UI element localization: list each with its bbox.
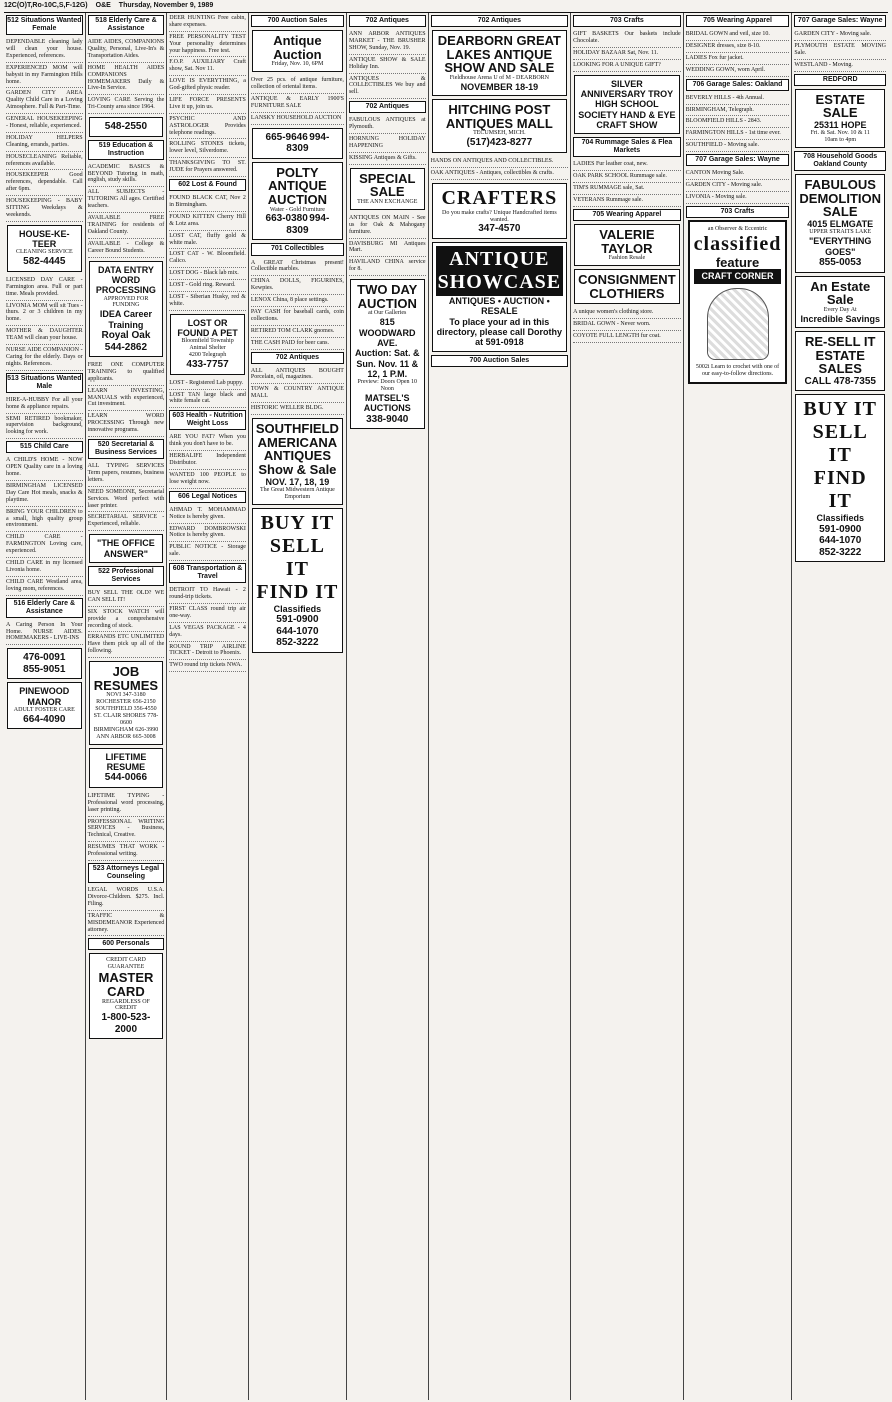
- classified-ad: LIVONIA - Moving sale.: [686, 192, 790, 204]
- ad-phone: 476-0091: [23, 652, 66, 664]
- ad-date: Auction: Sat. & Sun. Nov. 11 & 12, 1 P.M.: [355, 348, 420, 379]
- classified-ad: GIFT BASKETS Our baskets include Chocolate.: [573, 29, 681, 48]
- ad-subtitle: Fieldhouse Arena U of M - DEARBORN: [449, 74, 550, 81]
- classified-ad: ALL SUBJECTS - TUTORING All ages. Certified teachers.: [88, 187, 165, 213]
- classified-ad: ANN ARBOR ANTIQUES MARKET - THE BRUSHER SHOW, Sunday, Nov. 19.: [349, 29, 426, 55]
- classified-ad: DETROIT TO Hawaii - 2 round-trip tickets.: [169, 585, 246, 604]
- display-ad: [432, 99, 568, 153]
- ad-line: SOUTHFIELD 356-4550: [95, 706, 157, 713]
- classified-ad: ROLLING STONES tickets, lower level, Silverdome.: [169, 139, 246, 158]
- section-heading: 602 Lost & Found: [169, 179, 246, 191]
- ad-subtitle: Water - Gold Furniture: [269, 206, 325, 213]
- classified-ad: HOME HEALTH AIDES COMPANIONS HOMEMAKERS Daily & Live-In Service.: [88, 63, 165, 96]
- column-5: [347, 13, 429, 1400]
- section-heading: 704 Rummage Sales & Flea Markets: [573, 137, 681, 157]
- classified-ad: CHILD CARE Westland area, loving mom, references.: [6, 577, 83, 596]
- section-heading: 707 Garage Sales: Wayne: [794, 15, 886, 27]
- classified-ad: COYOTE FULL LENGTH fur coat.: [573, 331, 681, 343]
- ad-subtitle: APPROVED FOR FUNDING: [103, 295, 149, 309]
- display-ad: [170, 314, 245, 375]
- classified-ad: WANTED 100 PEOPLE to lose weight now.: [169, 470, 246, 489]
- ad-phone: 338-9040: [366, 413, 409, 425]
- ad-title: ANTIQUE SHOWCASE: [436, 246, 564, 296]
- ad-line: FIND IT: [813, 467, 867, 513]
- classified-ad: ACADEMIC BASICS & BEYOND Tutoring in math, english, study skills.: [88, 162, 165, 188]
- classified-ad: CHILD CARE in my licensed Livonia home.: [6, 558, 83, 577]
- classified-ad: A GREAT Christmas present! Collectible marbles.: [251, 258, 344, 277]
- ad-subtitle: Every Day At: [823, 306, 857, 313]
- classified-ad: Over 25 pcs. of antique furniture, collection of oriental items.: [251, 75, 344, 94]
- classified-ad: SIX STOCK WATCH will provide a comprehensive recording of stock.: [88, 607, 165, 633]
- ad-subtitle: ADULT FOSTER CARE: [13, 706, 75, 713]
- ad-subtitle: Classifieds: [816, 513, 864, 524]
- ad-time: 10am to 4pm: [824, 137, 857, 144]
- display-ad: [432, 242, 568, 352]
- display-ad: [89, 661, 164, 745]
- ad-footer: "EVERYTHING GOES": [808, 236, 872, 257]
- classified-ad: GENERAL HOUSEKEEPING - Honest, reliable, experienced.: [6, 114, 83, 133]
- section-heading: REDFORD: [794, 74, 886, 86]
- classified-ad: NEED SOMEONE, Secretarial Services. Word perfect with laser printer.: [88, 487, 165, 513]
- ad-subtitle: Incredible Savings: [800, 313, 880, 324]
- column-9: [792, 13, 888, 1400]
- classified-ad: LANSKY HOUSEHOLD AUCTION: [251, 113, 344, 125]
- column-4: [249, 13, 347, 1400]
- classified-ad: AIDE AIDES, COMPANIONS Quality, Personal, Live-In's & Transportation Aides.: [88, 37, 165, 63]
- ad-phone: 994-8309: [286, 213, 330, 236]
- display-ad: [432, 30, 568, 96]
- ad-title: HOUSE-KE-TEER: [19, 228, 70, 250]
- ad-phone: 591-0900: [819, 523, 862, 535]
- ad-title: SPECIAL SALE: [359, 170, 416, 200]
- section-heading: 703 Crafts: [573, 15, 681, 27]
- section-heading: 513 Situations Wanted Male: [6, 373, 83, 393]
- ad-date: Fri. & Sat. Nov. 10 & 11: [810, 130, 870, 137]
- ad-title: CRAFTERS: [441, 186, 558, 209]
- masthead-section: O&E: [95, 2, 111, 9]
- ad-phone: 582-4445: [23, 256, 66, 268]
- ad-phone: 433-7757: [186, 359, 229, 371]
- classified-ad: LEARN INVESTING, MANUALS with experienced, Cut investment.: [88, 386, 165, 412]
- section-heading: 523 Attorneys Legal Counseling: [88, 863, 165, 883]
- display-ad: [7, 682, 82, 729]
- section-heading: 708 Household Goods Oakland County: [794, 151, 886, 171]
- ad-title: LOST OR FOUND A PET: [177, 317, 238, 339]
- masthead-date: Thursday, November 9, 1989: [118, 2, 214, 9]
- ad-title: FABULOUS DEMOLITION SALE: [799, 177, 882, 220]
- ad-phone: 852-3222: [819, 546, 862, 558]
- display-ad: [574, 224, 680, 266]
- classified-ad: BLOOMFIELD HILLS - 2843.: [686, 116, 790, 128]
- classified-ad: ROUND TRIP AIRLINE TICKET - Detroit to Phoenix.: [169, 642, 246, 661]
- display-ad: [432, 183, 568, 239]
- classified-ad: LENOX China, 8 place settings.: [251, 295, 344, 307]
- ad-subtitle: feature: [715, 254, 760, 270]
- classified-ad: CHINA DOLLS, FIGURINES, Kewpies.: [251, 276, 344, 295]
- column-1: [4, 13, 86, 1400]
- classified-ad: CANTON Moving Sale.: [686, 168, 790, 180]
- ad-title: RE-SELL IT ESTATE SALES: [804, 334, 876, 377]
- ad-subtitle: UPPER STRAITS LAKE: [809, 229, 872, 236]
- ad-phone: 663-0380: [265, 213, 308, 225]
- ad-phone: 1-800-523-2000: [101, 1012, 151, 1035]
- ad-title: SILVER ANNIVERSARY TROY HIGH SCHOOL SOCIETY HAND & EYE CRAFT SHOW: [578, 78, 676, 130]
- ad-subtitle: THE ANN EXCHANGE: [357, 198, 418, 205]
- section-heading: 515 Child Care: [6, 441, 83, 453]
- classified-ad: KISSING Antiques & Gifts.: [349, 153, 426, 165]
- classified-ad: GARDEN CITY AREA Quality Child Care in a Loving Atmosphere. Full & Part-Time.: [6, 88, 83, 114]
- ad-subtitle: Friday, Nov. 10, 6PM: [271, 61, 324, 68]
- classified-ad: THE CASH PAID for beer cans.: [251, 338, 344, 350]
- classified-ad: HORNUNG HOLIDAY HAPPENING: [349, 134, 426, 153]
- classified-ad: ANTIQUES & COLLECTIBLES We buy and sell.: [349, 74, 426, 100]
- classified-ad: AHMAD T. MOHAMMAD Notice is hereby given.: [169, 505, 246, 524]
- section-heading: 519 Education & Instruction: [88, 140, 165, 160]
- classified-ad: DESIGNER dresses, size 8-10.: [686, 41, 790, 53]
- column-3: [167, 13, 249, 1400]
- classified-ad: NURSE AIDE COMPANION - Caring for the elderly. Days or nights. References.: [6, 345, 83, 371]
- display-ad: [89, 117, 164, 137]
- ad-title: JOB RESUMES: [93, 664, 159, 693]
- ad-line: BUY IT: [260, 511, 335, 534]
- ad-title: CONSIGNMENT CLOTHIERS: [578, 272, 676, 301]
- display-ad: [252, 508, 343, 653]
- classified-ad: LEARN WORD PROCESSING Through new innovative programs.: [88, 411, 165, 437]
- ad-phone: (517)423-8277: [466, 137, 533, 149]
- section-heading: 703 Crafts: [686, 206, 790, 218]
- ad-line: NOVI 347-3180: [106, 692, 146, 699]
- classified-ad: HISTORIC WELLER BLDG.: [251, 403, 344, 415]
- ad-title: classified: [693, 232, 782, 255]
- ad-title: ESTATE SALE: [815, 91, 865, 121]
- classified-ad: AVAILABLE FREE TRAINING for residents of Oakland County.: [88, 213, 165, 239]
- section-heading: 522 Professional Services: [88, 566, 165, 586]
- classified-ad: RETIRED TOM CLARK gnomes.: [251, 326, 344, 338]
- classified-ad: WESTLAND - Moving.: [794, 60, 886, 72]
- ad-subtitle: REGARDLESS OF CREDIT: [102, 998, 150, 1012]
- classified-ad: HANDS ON ANTIQUES AND COLLECTIBLES.: [431, 156, 569, 168]
- display-ad: [89, 953, 164, 1039]
- section-heading: 702 Antiques: [251, 352, 344, 364]
- classified-ad: GARDEN CITY - Moving sale.: [686, 180, 790, 192]
- classified-ad: PROFESSIONAL WRITING SERVICES - Business, Technical, Creative.: [88, 817, 165, 843]
- column-7: [571, 13, 684, 1400]
- ad-subtitle: CLEANING SERVICE: [15, 249, 73, 256]
- display-ad: [89, 748, 164, 788]
- classified-ad: LICENSED DAY CARE - Farmington area. Full or part time. Meals provided.: [6, 275, 83, 301]
- classified-ad: PAY CASH for baseball cards, coin collections.: [251, 307, 344, 326]
- ad-title: MASTER CARD: [98, 970, 154, 999]
- display-ad: [574, 75, 680, 135]
- ad-subtitle: Classifieds: [273, 603, 322, 614]
- classified-ad: ARE YOU FAT? When you think you don't have to be.: [169, 432, 246, 451]
- display-ad: [7, 225, 82, 272]
- display-ad: [252, 418, 343, 505]
- classified-ad: PLYMOUTH ESTATE MOVING Sale.: [794, 41, 886, 60]
- columns: [4, 13, 888, 1400]
- classified-ad: LOVING CARE Serving the Tri-County area since 1964.: [88, 95, 165, 114]
- display-ad: [7, 648, 82, 679]
- classified-ad: LADIES Fur leather coat, new.: [573, 159, 681, 171]
- ad-line: ST. CLAIR SHORES 778-0600: [93, 713, 159, 726]
- classified-ad: ALL ANTIQUES BOUGHT Porcelain, oil, magazines.: [251, 366, 344, 385]
- classified-ad: F.O.P. AUXILIARY Craft show, Sat. Nov 11.: [169, 57, 246, 76]
- classified-ad: A unique women's clothing store.: [573, 307, 681, 319]
- display-ad: [252, 30, 343, 72]
- classified-ad: MOTHER & DAUGHTER TEAM will clean your house.: [6, 326, 83, 345]
- ad-phone: 855-9051: [23, 663, 66, 675]
- ad-phone: 347-4570: [478, 223, 521, 235]
- classified-ad: THANKSGIVING TO ST. JUDE for Prayers answered.: [169, 158, 246, 177]
- classified-ad: TRAFFIC & MISDEMEANOR Experienced attorney.: [88, 911, 165, 937]
- display-ad: [252, 162, 343, 241]
- classified-ad: FARMINGTON HILLS - 1st time ever.: [686, 128, 790, 140]
- ad-title: POLTY ANTIQUE AUCTION: [267, 164, 328, 207]
- classified-ad: BIRMINGHAM, Telegraph.: [686, 105, 790, 117]
- ad-title: DATA ENTRY WORD PROCESSING: [95, 264, 156, 296]
- ad-tag: CRAFT CORNER: [694, 269, 782, 283]
- ad-title: Antique Auction: [273, 33, 322, 62]
- ad-title: LIFETIME RESUME: [105, 751, 147, 772]
- column-2: [86, 13, 168, 1400]
- section-heading: 705 Wearing Apparel: [686, 15, 790, 27]
- classified-ad: HOUSEKEEPER Good references, dependable. Call after 6pm.: [6, 170, 83, 196]
- section-heading: 606 Legal Notices: [169, 491, 246, 503]
- section-heading: 603 Health - Nutrition Weight Loss: [169, 410, 246, 430]
- section-heading: 516 Elderly Care & Assistance: [6, 598, 83, 618]
- ad-subtitle: Do you make crafts? Unique Handcrafted items wanted.: [442, 209, 557, 223]
- classified-ad: DEPENDABLE cleaning lady will clean your house. Experienced, references.: [6, 37, 83, 63]
- ad-phone: CALL 478-7355: [804, 375, 876, 387]
- display-ad: [350, 279, 425, 429]
- ad-title: IDEA Career Training: [99, 309, 153, 330]
- section-heading: 706 Garage Sales: Oakland: [686, 79, 790, 91]
- ad-line: SELL IT: [812, 421, 868, 467]
- display-ad: [795, 276, 885, 329]
- classified-ad: LOST CAT - W. Bloomfield. Calico.: [169, 249, 246, 268]
- classified-ad: LIVONIA MOM will sit Tues - thurs. 2 or 3 children in my home.: [6, 301, 83, 327]
- classified-ad: LIFE FORCE PRESENTS Live it up, join us.: [169, 95, 246, 114]
- classified-ad: HOLIDAY HELPERS Cleaning, errands, parties.: [6, 133, 83, 152]
- classified-feature-ad: [688, 220, 788, 384]
- classified-ad: FOUND KITTEN Cherry Hill & Lotz area.: [169, 212, 246, 231]
- ad-date: NOV. 17, 18, 19: [265, 476, 330, 487]
- ad-title: MATSEL'S AUCTIONS: [363, 393, 411, 414]
- classified-ad: OAK PARK SCHOOL Rummage sale.: [573, 171, 681, 183]
- ad-title: VALERIE TAYLOR: [599, 227, 655, 256]
- section-heading: 702 Antiques: [349, 15, 426, 27]
- classified-ad: HOUSEKEEPING - BABY SITTING Weekdays & weekends.: [6, 196, 83, 222]
- classified-ad: LIFETIME TYPING - Professional word processing, laser printing.: [88, 791, 165, 817]
- classified-ad: TIM'S RUMMAGE sale, Sat.: [573, 183, 681, 195]
- ad-subtitle: an Observer & Eccentric: [707, 225, 768, 232]
- ad-phone: 855-0053: [819, 257, 862, 268]
- section-heading: 518 Elderly Care & Assistance: [88, 15, 165, 35]
- classified-ad: HAVILAND CHINA service for 8.: [349, 257, 426, 276]
- ad-phone: 591-0900: [276, 614, 319, 626]
- ad-line: SELL IT: [269, 534, 325, 580]
- section-heading: 608 Transportation & Travel: [169, 563, 246, 583]
- section-heading: 702 Antiques: [431, 15, 569, 27]
- classified-ad: TOWN & COUNTRY ANTIQUE MALL: [251, 384, 344, 403]
- column-6: [429, 13, 572, 1400]
- classified-ad: DEER HUNTING Free cabin, share expenses.: [169, 13, 246, 32]
- classified-ad: LOOKING FOR A UNIQUE GIFT?: [573, 60, 681, 72]
- section-heading: 512 Situations Wanted Female: [6, 15, 83, 35]
- display-ad: [252, 128, 343, 159]
- masthead-code: 12C(O)T,Ro-10C,S,F-12G): [4, 2, 88, 9]
- ad-subtitle: CREDIT CARD GUARANTEE: [106, 957, 146, 971]
- doll-illustration-icon: [707, 288, 769, 360]
- classified-ad: EXPERIENCED MOM will babysit in my Farmington Hills home.: [6, 63, 83, 89]
- classified-ad: CHILD CARE - FARMINGTON Loving care, experienced.: [6, 532, 83, 558]
- ad-title: SOUTHFIELD AMERICANA ANTIQUES Show & Sale: [255, 421, 339, 477]
- classified-ad: ANTIQUE & EARLY 1900'S FURNITURE SALE: [251, 94, 344, 113]
- classified-ad: LEGAL WORDS U.S.A. Divorce-Children. $275. Incl. Filing.: [88, 885, 165, 911]
- classified-ad: DAVISBURG MI Antiques Mart.: [349, 239, 426, 258]
- classified-ad: HIRE-A-HUBBY For all your home & appliance repairs.: [6, 395, 83, 414]
- classified-ad: FOUND BLACK CAT, Nov 2 in Birmingham.: [169, 193, 246, 212]
- classified-ad: LADIES Fox fur jacket.: [686, 53, 790, 65]
- classified-ad: WEDDING GOWN, worn April.: [686, 65, 790, 77]
- display-ad: [795, 331, 885, 391]
- classified-ad: GARDEN CITY - Moving sale.: [794, 29, 886, 41]
- ad-title: "THE OFFICE ANSWER": [97, 538, 155, 559]
- ad-address: 4015 ELMGATE: [807, 219, 874, 230]
- ad-title: DEARBORN GREAT LAKES ANTIQUE SHOW AND SALE: [437, 33, 561, 76]
- display-ad: [795, 394, 885, 562]
- display-ad: [795, 89, 885, 148]
- classified-ad: LOST - Registered Lab puppy.: [169, 378, 246, 390]
- classified-ad: TWO round trip tickets NWA.: [169, 660, 246, 672]
- ad-line: BIRMINGHAM 626-3990: [93, 726, 159, 733]
- classified-ad: PUBLIC NOTICE - Storage sale.: [169, 542, 246, 561]
- section-heading: 702 Antiques: [349, 101, 426, 113]
- classified-ad: LOST CAT, fluffy gold & white male.: [169, 231, 246, 250]
- ad-phone: 665-9646: [265, 131, 308, 143]
- classified-ad: A CHILD'S HOME - NOW OPEN Quality care in a loving home.: [6, 455, 83, 481]
- classified-ad: SEMI RETIRED bookmaker, supervision background, looking for work.: [6, 414, 83, 440]
- classified-ad: ALL TYPING SERVICES Term papers, resumes, business letters.: [88, 461, 165, 487]
- ad-date: NOVEMBER 18-19: [460, 81, 539, 92]
- classified-ad: SOUTHFIELD - Moving sale.: [686, 140, 790, 152]
- ad-subtitle: Bloomfield Township Animal Shelter: [181, 338, 234, 352]
- ad-footer: 5002i Learn to crochet with one of our easy-to-follow directions.: [695, 363, 780, 377]
- classified-ad: BRIDAL GOWN and veil, size 10.: [686, 29, 790, 41]
- classified-ad: BEVERLY HILLS - 4th Annual.: [686, 93, 790, 105]
- section-heading: 707 Garage Sales: Wayne: [686, 154, 790, 166]
- ad-line: ANN ARBOR 665-3008: [96, 733, 156, 740]
- classified-ad: ERRANDS ETC UNLIMITED Have them pick up all of the following.: [88, 632, 165, 658]
- ad-address: 4200 Telegraph: [188, 352, 227, 359]
- display-ad: [89, 534, 164, 563]
- ad-line: BUY IT: [803, 398, 878, 421]
- classified-ad: FABULOUS ANTIQUES at Plymouth.: [349, 115, 426, 134]
- ad-title: An Estate Sale: [810, 278, 871, 308]
- classified-ad: LOST TAN large black and white female cat.: [169, 390, 246, 409]
- classified-ad: FREE PERSONALITY TEST Your personality determines your happiness. Free test.: [169, 32, 246, 58]
- ad-title: HITCHING POST ANTIQUES MALL: [445, 102, 553, 131]
- ad-address: 25311 HOPE: [813, 119, 867, 130]
- section-heading: 520 Secretarial & Business Services: [88, 439, 165, 459]
- ad-phone: 644-1070: [819, 535, 862, 547]
- ad-phone: 664-4090: [23, 713, 66, 725]
- classified-ad: HOUSECLEANING Reliable, references available.: [6, 152, 83, 171]
- classified-ad: ANTIQUE SHOW & SALE Holiday Inn.: [349, 55, 426, 74]
- ad-subtitle: Preview: Doors Open 10 Noon: [357, 379, 417, 393]
- classified-ad: EDWARD DOMBROWSKI Notice is hereby given.: [169, 524, 246, 543]
- classified-ad: BUY SELL THE OLD? WE CAN SELL IT!: [88, 588, 165, 607]
- classified-ad: LOST - Gold ring. Reward.: [169, 280, 246, 292]
- section-heading: 700 Auction Sales: [251, 15, 344, 27]
- column-8: [684, 13, 793, 1400]
- ad-title: PINEWOOD MANOR: [19, 686, 70, 707]
- ad-subtitle: TECUMSEH, MICH.: [473, 130, 526, 137]
- ad-phone: 548-2550: [104, 121, 148, 133]
- section-heading: 705 Wearing Apparel: [573, 209, 681, 221]
- classified-ad: HOLIDAY BAZAAR Sat, Nov. 11.: [573, 48, 681, 60]
- ad-footer: To place your ad in this directory, please call Dorothy at 591-0918: [436, 316, 563, 348]
- classified-ad: BRIDAL GOWN - Never worn.: [573, 319, 681, 331]
- ad-line: ROCHESTER 656-2150: [96, 699, 156, 706]
- masthead: [4, 2, 888, 13]
- classified-ad: A Caring Person In Your Home. NURSE AIDES. HOMEMAKERS - LIVE-INS: [6, 620, 83, 646]
- classified-ad: AVAILABLE - College & Career Bound Students.: [88, 239, 165, 258]
- section-heading: 701 Collectibles: [251, 243, 344, 255]
- display-ad: [89, 261, 164, 358]
- ad-subtitle: The Great Midwestern Antique Emporium: [260, 486, 335, 500]
- ad-phone: 544-0066: [104, 772, 148, 784]
- ad-phone: 644-1070: [276, 625, 319, 637]
- classified-ad: LOST - Siberian Husky, red & white.: [169, 292, 246, 311]
- ad-subtitle: Fashion Resale: [608, 255, 646, 262]
- ad-phone: 852-3222: [276, 637, 319, 649]
- display-ad: [574, 269, 680, 304]
- classified-ad: OAK ANTIQUES - Antiques, collectibles & crafts.: [431, 168, 569, 180]
- classified-ad: LOST DOG - Black lab mix.: [169, 268, 246, 280]
- classified-ad: RESUMES THAT WORK - Professional writing.: [88, 842, 165, 861]
- display-ad: [350, 168, 425, 210]
- ad-phone: Royal Oak 544-2862: [101, 330, 151, 353]
- classified-ad: BIRMINGHAM LICENSED Day Care Hot meals, snacks & playtime.: [6, 481, 83, 507]
- section-heading: 700 Auction Sales: [431, 355, 569, 367]
- display-ad: [795, 174, 885, 272]
- classified-ad: BRING YOUR CHILDREN to a small, high quality group environment.: [6, 507, 83, 533]
- classified-ad: FIRST CLASS round trip air one-way.: [169, 604, 246, 623]
- classified-ad: HERBALIFE Independent Distributor.: [169, 451, 246, 470]
- classified-ad: SECRETARIAL SERVICE - Experienced, reliable.: [88, 512, 165, 531]
- classified-ad: PSYCHIC AND ASTROLOGER Provides telephone readings.: [169, 114, 246, 140]
- ad-address: 815 WOODWARD AVE.: [359, 317, 416, 348]
- classified-ad: LAS VEGAS PACKAGE - 4 days.: [169, 623, 246, 642]
- classified-ad: ANTIQUES ON MAIN - See us for Oak & Mahogany furniture.: [349, 213, 426, 239]
- ad-line: FIND IT: [256, 580, 339, 603]
- classified-ad: LOVE IS EVERYTHING, a God-gifted physic reader.: [169, 76, 246, 95]
- classified-ad: VETERANS Rummage sale.: [573, 195, 681, 207]
- ad-phone: 994-8309: [286, 131, 330, 155]
- ad-subtitle: at Our Galleries: [368, 310, 407, 317]
- ad-subtitle: ANTIQUES • AUCTION • RESALE: [448, 295, 550, 317]
- ad-title: TWO DAY AUCTION: [357, 282, 418, 311]
- section-heading: 600 Personals: [88, 938, 165, 950]
- classified-ad: FREE ONE COMPUTER TRAINING to qualified applicants.: [88, 360, 165, 386]
